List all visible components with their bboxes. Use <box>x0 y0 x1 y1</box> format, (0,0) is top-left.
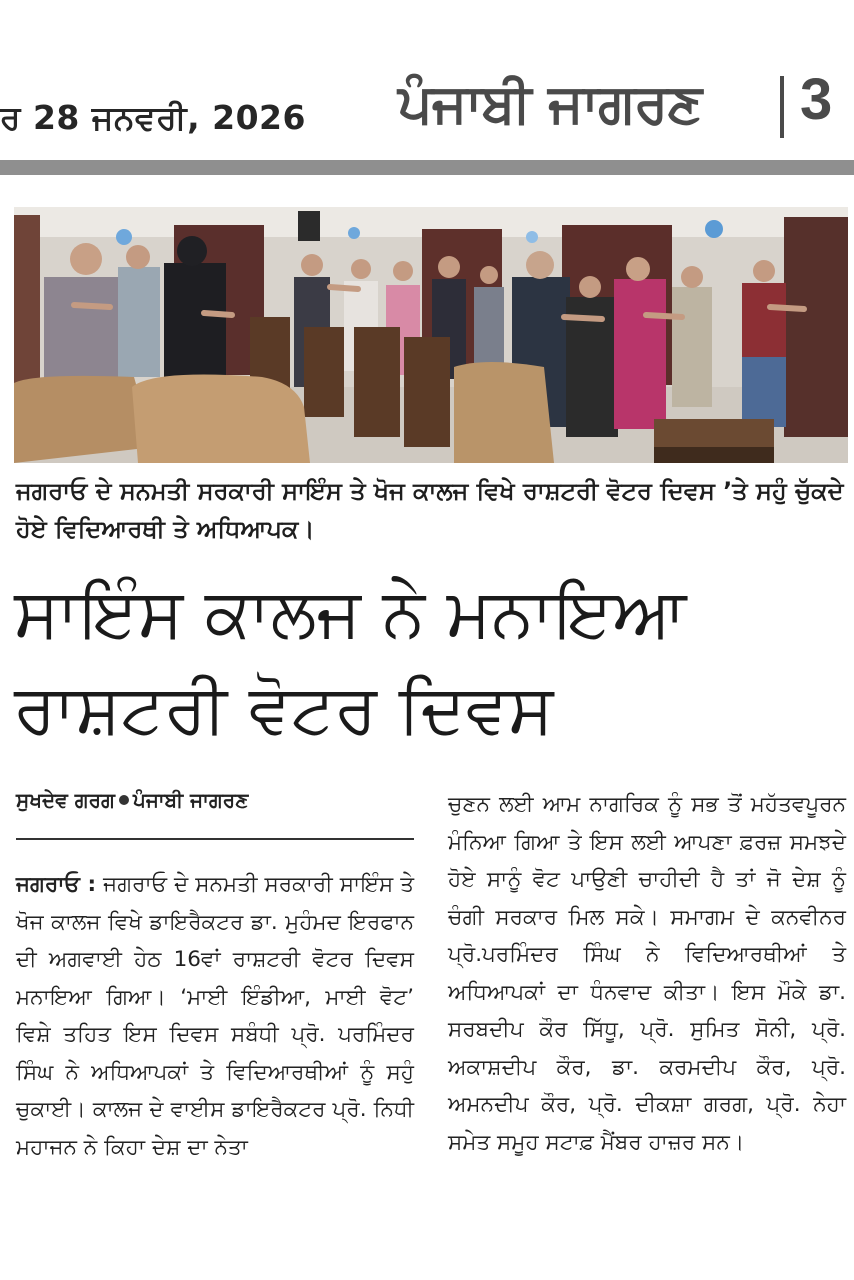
byline-author: ਸੁਖਦੇਵ ਗਰਗ <box>16 788 115 812</box>
article-body-right: ਚੁਣਨ ਲਈ ਆਮ ਨਾਗਰਿਕ ਨੂੰ ਸਭ ਤੋਂ ਮਹੱਤਵਪੂਰਨ ਮੰਨਿਆ ਗਿਆ ਤੇ ਇਸ ਲਈ ਆਪਣਾ ਫ਼ਰਜ਼ ਸਮਝਦੇ ਹੋਏ ਸਾਨੂੰ ਵੋਟ ਪਾਉਣੀ ਚਾਹੀਦੀ ਹੈ ਤਾਂ ਜੋ ਦੇਸ਼ ਨੂੰ ਚੰਗੀ ਸਰਕਾਰ ਮਿਲ ਸਕੇ। ਸਮਾਗਮ ਦੇ ਕਨਵੀਨਰ ਪ੍ਰੋ.ਪਰਮਿੰਦਰ ਸਿੰਘ ਨੇ ਵਿਦਿਆਰਥੀਆਂ ਤੇ ਅਧਿਆਪਕਾਂ ਦਾ ਧੰਨਵਾਦ ਕੀਤਾ। ਇਸ ਮੌਕੇ ਡਾ. ਸਰਬਦੀਪ ਕੌਰ ਸਿੱਧੂ, ਪ੍ਰੋ. ਸੁਮਿਤ ਸੋਨੀ, ਪ੍ਰੋ. ਅਕਾਸ਼ਦੀਪ ਕੌਰ, ਡਾ. ਕਰਮਦੀਪ ਕੌਰ, ਪ੍ਰੋ. ਅਮਨਦੀਪ ਕੌਰ, ਪ੍ਰੋ. ਦੀਕਸ਼ਾ ਗਰਗ, ਪ੍ਰੋ. ਨੇਹਾ ਸਮੇਤ ਸਮੂਹ ਸਟਾਫ਼ ਮੈਂਬਰ ਹਾਜ਼ਰ ਸਨ। <box>448 792 846 1155</box>
article-dateline: ਜਗਰਾਓ : <box>16 872 97 897</box>
photo-students-taking-pledge-icon <box>14 207 848 463</box>
byline-separator-dot <box>119 795 129 805</box>
header-rule <box>0 160 854 175</box>
edition-date: ਰ 28 ਜਨਵਰੀ, 2026 <box>0 98 306 137</box>
newspaper-masthead: ਪੰਜਾਬੀ ਜਾਗਰਣ <box>398 72 702 135</box>
page-header <box>0 0 854 160</box>
masthead-divider <box>780 76 784 138</box>
byline <box>16 788 248 812</box>
article-headline: ਸਾਇੰਸ ਕਾਲਜ ਨੇ ਮਨਾਇਆ ਰਾਸ਼ਟਰੀ ਵੋਟਰ ਦਿਵਸ <box>14 574 687 749</box>
byline-publication: ਪੰਜਾਬੀ ਜਾਗਰਣ <box>132 788 249 812</box>
article-body-left: ਜਗਰਾਓ ਦੇ ਸਨਮਤੀ ਸਰਕਾਰੀ ਸਾਇੰਸ ਤੇ ਖੋਜ ਕਾਲਜ ਵਿਖੇ ਡਾਇਰੈਕਟਰ ਡਾ. ਮੁਹੰਮਦ ਇਰਫਾਨ ਦੀ ਅਗਵਾਈ ਹੇਠ 16ਵਾਂ ਰਾਸ਼ਟਰੀ ਵੋਟਰ ਦਿਵਸ ਮਨਾਇਆ ਗਿਆ। ‘ਮਾਈ ਇੰਡੀਆ, ਮਾਈ ਵੋਟ’ ਵਿਸ਼ੇ ਤਹਿਤ ਇਸ ਦਿਵਸ ਸਬੰਧੀ ਪ੍ਰੋ. ਪਰਮਿੰਦਰ ਸਿੰਘ ਨੇ ਅਧਿਆਪਕਾਂ ਤੇ ਵਿਦਿਆਰਥੀਆਂ ਨੂੰ ਸਹੁੰ ਚੁਕਾਈ। ਕਾਲਜ ਦੇ ਵਾਈਸ ਡਾਇਰੈਕਟਰ ਪ੍ਰੋ. ਨਿਧੀ ਮਹਾਜਨ ਨੇ ਕਿਹਾ ਦੇਸ਼ ਦਾ ਨੇਤਾ <box>16 872 414 1160</box>
page-number: 3 <box>800 67 833 132</box>
news-photo <box>14 207 848 463</box>
article-column-right <box>448 786 846 1161</box>
byline-rule <box>16 838 414 840</box>
article-column-left <box>16 866 414 1166</box>
photo-caption: ਜਗਰਾਓ ਦੇ ਸਨਮਤੀ ਸਰਕਾਰੀ ਸਾਇੰਸ ਤੇ ਖੋਜ ਕਾਲਜ ਵਿਖੇ ਰਾਸ਼ਟਰੀ ਵੋਟਰ ਦਿਵਸ ’ਤੇ ਸਹੁੰ ਚੁੱਕਦੇ ਹੋਏ ਵਿਦਿਆਰਥੀ ਤੇ ਅਧਿਆਪਕ। <box>16 477 844 543</box>
